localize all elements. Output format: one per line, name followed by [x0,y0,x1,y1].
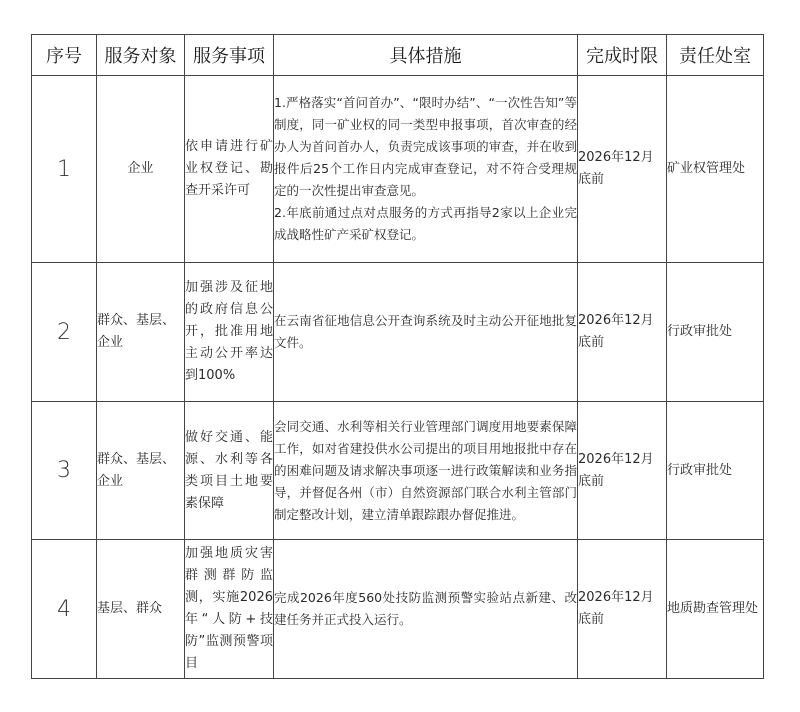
row-seq: 1 [32,76,97,263]
row-dept: 行政审批处 [667,263,764,402]
table-row [32,76,764,263]
row-target: 基层、群众 [97,540,185,679]
row-measures [274,540,578,679]
header-row [32,35,764,76]
row-target: 企业 [97,76,185,263]
row-target: 群众、基层、企业 [97,263,185,402]
header-seq: 序号 [32,35,97,76]
measure-paragraph: 2.年底前通过点对点服务的方式再指导2家以上企业完成战略性矿产采矿权登记。 [274,205,577,242]
row-deadline: 2026年12月底前 [578,76,667,263]
row-seq: 3 [32,402,97,540]
header-dept: 责任处室 [667,35,764,76]
row-target: 群众、基层、企业 [97,402,185,540]
table-row [32,263,764,402]
row-deadline: 2026年12月底前 [578,402,667,540]
row-item: 依申请进行矿业权登记、勘查开采许可 [185,76,274,263]
row-item: 做好交通、能源、水利等各类项目土地要素保障 [185,402,274,540]
measure-paragraph: 1.严格落实“首问首办”、“限时办结”、“一次性告知”等制度，同一矿业权的同一类型申报事项，首次审查的经办人为首问首办人，负责完成该事项的审查，并在收到报件后25个工作日内完成审查登记，对不符合受理规定的一次性提出审查意见。 [274,95,577,198]
row-measures [274,76,578,263]
row-dept: 矿业权管理处 [667,76,764,263]
table-row [32,402,764,540]
row-seq: 2 [32,263,97,402]
row-dept: 行政审批处 [667,402,764,540]
row-measures [274,263,578,402]
measure-paragraph: 会同交通、水利等相关行业管理部门调度用地要素保障工作，如对省建投供水公司提出的项目用地报批中存在的困难问题及请求解决事项逐一进行政策解读和业务指导，并督促各州（市）自然资源部门联合水利主管部门制定整改计划，建立清单跟踪跟办督促推进。 [274,418,577,522]
header-item: 服务事项 [185,35,274,76]
header-deadline: 完成时限 [578,35,667,76]
row-seq: 4 [32,540,97,679]
row-deadline: 2026年12月底前 [578,263,667,402]
row-item: 加强地质灾害群测群防监测，实施2026年“人防+技防”监测预警项目 [185,540,274,679]
row-dept: 地质勘查管理处 [667,540,764,679]
measure-paragraph: 在云南省征地信息公开查询系统及时主动公开征地批复文件。 [274,313,577,350]
row-measures [274,402,578,540]
header-measures: 具体措施 [274,35,578,76]
measure-paragraph: 完成2026年度560处技防监测预警实验站点新建、改建任务并正式投入运行。 [274,590,577,627]
header-target: 服务对象 [97,35,185,76]
row-deadline: 2026年12月底前 [578,540,667,679]
table-row [32,540,764,679]
row-item: 加强涉及征地的政府信息公开，批准用地主动公开率达到100% [185,263,274,402]
service-table [31,34,764,679]
